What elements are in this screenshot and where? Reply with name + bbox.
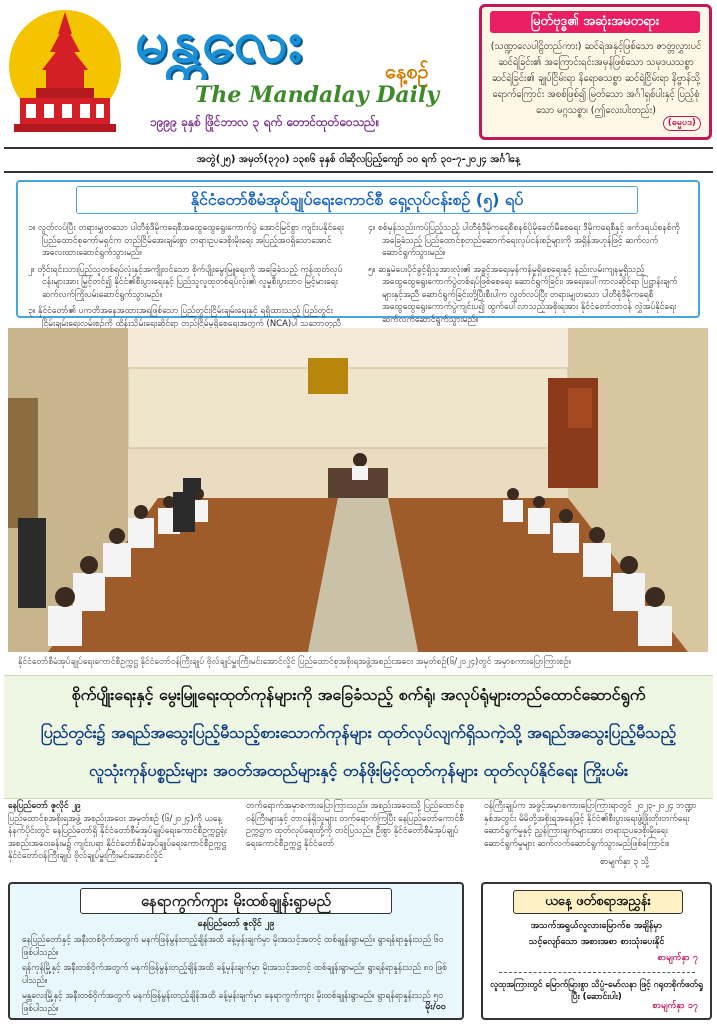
reading-guide-box xyxy=(481,882,712,1020)
weather-title: နေရာကွက်ကျား မိုးထစ်ချုန်းရွာမည် xyxy=(80,888,392,914)
photo-caption: နိုင်ငံတော်စီမံအုပ်ချုပ်ရေးကောင်စီဥက္ကဋ္ဌ နိုင်ငံတော်ဝန်ကြီးချုပ် ဗိုလ်ချုပ်မှူးကြီးမင်းအောင်လှိုင် ပြည်ထောင်စုအစိုးရအဖွဲ့အစည်းအဝေး အမှတ်စဉ်(၆/၂၀၂၄)တွင် အမှာစကားပြောကြားစဉ်။ xyxy=(18,657,571,667)
dhamma-quote-body: (သဏ္ဍာလေပါဠိတည်ကား) ဆင်ရဲအနှင့်ဖြစ်သော ဇာတ္တလွှားပင် ဆင်ရဲခြင်း၏ အကြောင်းရင်းအမှန်ဖြစ်သော သမုဒယသစ္စာ ဆင်ရဲခြင်း၏ ချုပ်ငြိမ်းရာ နိရောဓသစ္စာ ဆင်ရဲငြိမ်းရာ နိဗ္ဗာန်သို့ရောက်ကြောင်း အစစ်ဖြစ်၍ မြတ်သော အင်္ဂါရှစ်ပါးနှင့် ပြည့်စုံသော မဂ္ဂသစ္စာ၊ (ဤလေးပါးတည်း) xyxy=(490,41,702,116)
weather-forecast-line: ရန်ကုန်မြို့နှင့် အနီးတစ်ဝိုက်အတွက် မနက်ဖြန်မွန်းတည့်ချိန်အထိ ခန့်မှန်းချက်မှာ မိုးအသင့်အတင့် ထစ်ချုန်းရွာမည်။ ရွာရန်ရာနှုန်းသည် ၈၀ ဖြစ်ပါသည်။ xyxy=(22,963,447,986)
masthead-tagline: ၁၉၉၉ ခုနှစ် ဖြိုင်ဘာလ ၃ ရက် တောင်ထုတ်ဝေသည်။ xyxy=(150,115,380,129)
issue-info-bar: အတွဲ(၂၅) အမှတ်(၃၇၀) ၁၃၈၆ ခုနှစ် ဝါဆိုလပြည့်ကျော် ၁၀ ရက် ၃၀-၇-၂၀၂၄ အင်္ဂါနေ့ xyxy=(4,147,713,173)
headline-line-1: စိုက်ပျိုးရေးနှင့် မွေးမြူရေးထုတ်ကုန်များကို အခြေခံသည့် စက်ရုံ၊ အလုပ်ရုံများတည်ထောင်ဆောင်ရွက် xyxy=(71,685,646,704)
policy-point: ၃။ နိုင်ငံတော်၏ ပကတိအနေအထားအရဖြစ်သော ပြည်တွင်းငြိမ်းချမ်းရေးနှင့် ရရှိထားသည့် ပြည်တွင်းငြိမ်းချမ်းရေးလမ်းစဉ်ကို ထိန်းသိမ်းရေးဆိုင်ရာ တည်ငြိမ်မှုရှိစေရေးအတွက် (NCA)ပါ သဘောတူညီ xyxy=(28,306,341,329)
policy-point: ၅။ ဆန္ဒမဲပေးပိုင်ခွင့်ရှိသူအားလုံး၏ အခွင့်အရေးမှန်ကန်မှုရှိစေရေးနှင့် နည်းလမ်းကျနမှုရှိသည့် အထွေထွေရွေးကောက်ပွဲတစ်ရပ်ဖြစ်စေရေး ဆောင်ရွက်ခြင်း၊ အရေးပေါ်ကာလဆိုင်ရာ ပြဋ္ဌာန်းချက်များနှင့်အညီ ဆောင်ရွက်ခြင်းတို့ပြီးစီးပါက လွတ်လပ်ပြီး တရားမျှတသော ပါတီစုံဒီမိုကရေစီ အထွေထွေရွေးကောက်ပွဲကျင်းပ၍ ထွက်ပေါ်လာသည့်အစိုးရအား နိုင်ငံတော်တာဝန် လွှဲအပ်နိုင်ရေး ဆက်လက်ဆောင်ရွက်သွားမည်။ xyxy=(368,264,678,325)
masthead-title: မန္တလေး xyxy=(135,7,305,75)
reading-item-page[interactable]: စာမျက်နှာ ၇ xyxy=(657,953,698,963)
article-text: ပြည်ထောင်စုအစိုးရအဖွဲ့ အစည်းအဝေး အမှတ်စဉ် (၆/၂၀၂၄)ကို ယနေ့နံနက်ပိုင်းတွင် နေပြည်တော်ရှိ နိုင်ငံတော်စီမံအုပ်ချုပ်ရေးကောင်စီဥက္ကဋ္ဌရုံး အစည်းအဝေးခန်းမ၌ ကျင်းပရာ နိုင်ငံတော်စီမံအုပ်ချုပ်ရေးကောင်စီဥက္ကဋ္ဌ နိုင်ငံတော်ဝန်ကြီးချုပ် ဗိုလ်ချုပ်မှူးကြီးမင်းအောင်လှိုင် xyxy=(8,813,227,861)
divider xyxy=(499,972,695,973)
article-dateline: နေပြည်တော် ဇူလိုင် ၂၉ xyxy=(8,801,81,811)
dhamma-quote-source: (ဓမ္မပဒ) xyxy=(663,116,701,131)
weather-signature: မိုး/၀၀ xyxy=(425,1002,446,1012)
palace-logo-icon xyxy=(6,4,124,144)
article-column-2 xyxy=(246,800,466,850)
policy-right-column xyxy=(368,222,686,330)
weather-dateline: နေပြည်တော် ဇူလိုင် ၂၉ xyxy=(197,919,275,929)
article-column-1 xyxy=(8,800,228,863)
dhamma-quote-title: မြတ်ဗုဒ္ဓ၏ အဆုံးအမတရား xyxy=(490,11,700,33)
continued-link[interactable]: စာမျက်နှာ ၃ သို့ xyxy=(600,857,650,867)
weather-box xyxy=(8,882,464,1020)
weather-forecast-line: နေပြည်တော်နှင့် အနီးတစ်ဝိုက်အတွက် မနက်ဖြန်မွန်းတည့်ချိန်အထိ ခန့်မှန်းချက်မှာ မိုးအသင့်အတင့် ထစ်ချုန်းရွာမည်။ ရွာရန်ရာနှုန်းသည် ၆၀ ဖြစ်ပါသည်။ xyxy=(22,935,444,958)
meeting-photo xyxy=(8,328,708,652)
article-text: ဝန်ကြီးချုပ်က အဖွင့်အမှာစကားပြောကြားရာတွင် ၂၀၂၃-၂၀၂၄ ဘဏ္ဍာနှစ်အတွင်း မိမိတို့အစိုးရအနေဖြင့် နိုင်ငံ၏စီးပွားရေးဖွံ့ဖြိုးတိုးတက်ရေးဆောင်ရွက်မှုနှင့် ညွှန်ကြားချက်များအား တရားဥပဒေစိုးမိုးရေး ဆောင်ရွက်မှုများ ဆက်လက်ဆောင်ရွက်သွားမည်ဖြစ်ကြောင်း။ xyxy=(484,801,697,849)
dhamma-quote-box xyxy=(479,4,712,140)
policy-point: ၁။ လွတ်လပ်ပြီး တရားမျှတသော ပါတီစုံဒီမိုကရေစီအထွေထွေရွေးကောက်ပွဲ အောင်မြင်စွာ ကျင်းပနိုင်ရေး ပြည်ထောင်စုကော်မရှင်က တည်ငြိမ်အေးချမ်းစွာ တရားဥပဒေစိုးမိုးရေး အပြည့်အဝရှိသောအောင် အလေးထားဆောင်ရွက်သွားမည်။ xyxy=(28,223,344,258)
article-text: တက်ရောက်အမှာစကားပြောကြားသည်။ အစည်းအဝေးသို့ ပြည်ထောင်စုဝန်ကြီးများနှင့် တာဝန်ရှိသူများ တက်ရောက်ကြပြီး နေပြည်တော်ကောင်စီဥက္ကဋ္ဌက ထုတ်လုပ်ရေးတို့ကို တင်ပြသည်။ ဦးစွာ နိုင်ငံတော်စီမံအုပ်ချုပ်ရေးကောင်စီဥက္ကဋ္ဌ နိုင်ငံတော် xyxy=(246,801,465,849)
reading-item-line[interactable]: သင့်လျော်သော အစားအစာ စားသုံးပေးနိုင် xyxy=(528,937,665,947)
headline-band xyxy=(4,675,713,799)
article-column-3 xyxy=(484,800,704,850)
reading-item-page[interactable]: စာမျက်နှာ ၁၇ xyxy=(652,1001,698,1011)
reading-guide-title: ယနေ့ ဖတ်စရာအညွှန်း xyxy=(513,890,683,914)
policy-point: ၂။ တိုင်းရင်းသားပြည်သူတစ်ရပ်လုံးနှင့်အကျိုးဝင်သော စိုက်ပျိုးမွေးမြူရေးကို အခြေခံသည့် ကုန်ထုတ်လုပ်ငန်းများအား မြှင့်တင်၍ နိုင်ငံ၏စီးပွားရေးနှင့် ပြည်သူလူထုတစ်ရပ်လုံး၏ လူမှုစီးပွားဘဝ မြင့်မားရေး ဆက်လက်ကြိုးပမ်းဆောင်ရွက်သွားမည်။ xyxy=(28,264,343,300)
masthead-english-name: The Mandalay Daily xyxy=(195,82,440,108)
policy-box-title: နိုင်ငံတော်စီမံအုပ်ချုပ်ရေးကောင်စီ ရှေ့လုပ်ငန်းစဉ် (၅) ရပ် xyxy=(76,186,638,214)
weather-forecast-line: မန္တလေးမြို့နှင့် အနီးတစ်ဝိုက်အတွက် မနက်ဖြန်မွန်းတည့်ချိန်အထိ ခန့်မှန်းချက်မှာ နေရာကွက်ကျား မိုးထစ်ချုန်းရွာမည်။ ရွာရန်ရာနှုန်းသည် ၅၀ ဖြစ်ပါသည်။ xyxy=(22,991,443,1014)
reading-item-line[interactable]: အသက်အရွယ်လူလားမြောက်စ အချိန်မှာ xyxy=(530,921,663,931)
headline-line-3: လူသုံးကုန်ပစ္စည်းများ အဝတ်အထည်များနှင့် တန်ဖိုးမြင့်ထုတ်ကုန်များ ထုတ်လုပ်နိုင်ရေး ကြိုးပမ်း xyxy=(88,761,629,780)
policy-box xyxy=(16,180,700,329)
reading-item-line[interactable]: လူထုအကြားတွင် မြောက်မြားစွာ သိပ္ပံ-မော်လနာ ဖြင့် ဂရုတစိုက်ဖတ်ရှုပြီး (ဆောင်းပါး) xyxy=(490,980,703,1002)
masthead-suffix: နေ့စဉ် xyxy=(385,59,429,83)
headline-line-2: ပြည်တွင်း၌ အရည်အသွေးပြည့်မီသည့်စားသောက်ကုန်များ ထုတ်လုပ်လျက်ရှိသကဲ့သို့ အရည်အသွေးပြည့်မီသည့် xyxy=(40,723,677,742)
policy-point: ၄။ စစ်မှန်သည်းကပ်ပြည့်သည့် ပါတီစုံဒီမိုကရေစီစနစ်ပိုမိုခေတ်မီစေရေး ဒီမိုကရေစီနှင့် ဖက်ဒရယ်စနစ်ကို အခြေခံသည့် ပြည်ထောင်စုတည်ဆောက်ရေးလုပ်ငန်းစဉ်များကို အရှိန်အဟုန်ဖြင့် ဆက်လက်ဆောင်ရွက်သွားမည်။ xyxy=(368,223,680,258)
